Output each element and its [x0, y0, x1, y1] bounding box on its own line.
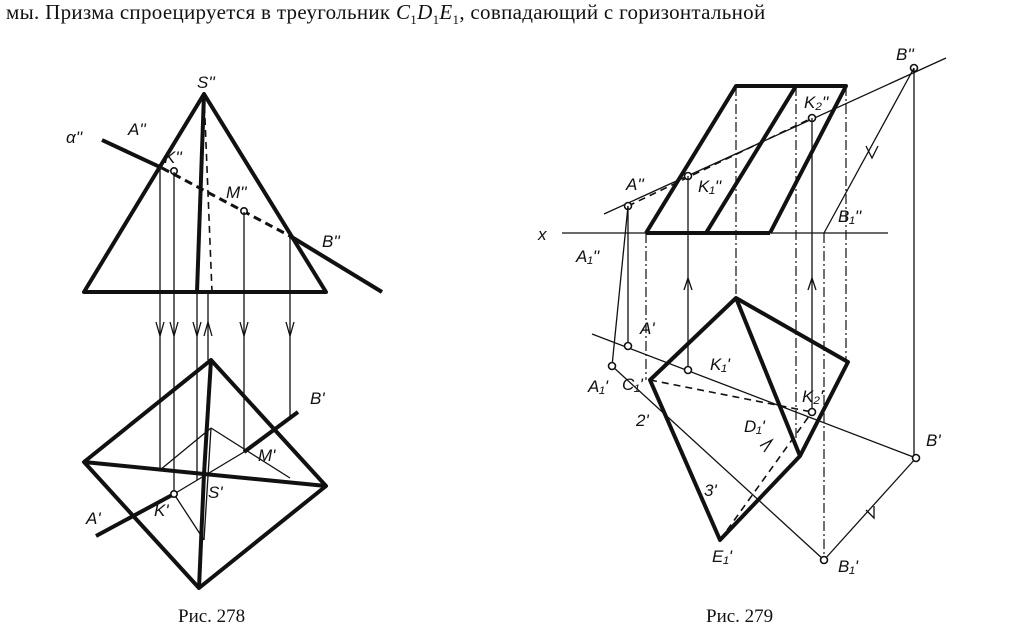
label-s2: S'': [197, 73, 215, 92]
label-a1: A': [640, 319, 655, 338]
math-d1: $D_1$: [417, 0, 440, 28]
label-k1: K': [154, 501, 169, 520]
alpha-trace-left: [102, 140, 162, 168]
label-2: 2': [636, 411, 649, 430]
point-b1: [913, 455, 920, 462]
front-edge-sv: [197, 94, 204, 292]
line-ab-top: [592, 334, 916, 458]
label-b12: B₁'': [838, 207, 862, 226]
label-k12: K₁'': [698, 177, 722, 196]
label-b2: B'': [896, 45, 914, 64]
point-k21: [809, 409, 816, 416]
figure-279: [537, 45, 946, 627]
label-a11: A₁': [588, 377, 608, 396]
label-alpha: α'': [66, 128, 83, 147]
point-a11: [609, 363, 616, 370]
label-b1: B': [310, 389, 325, 408]
label-b1: B': [926, 431, 941, 450]
label-s1: S': [208, 483, 223, 502]
label-d11: D₁': [744, 417, 765, 436]
point-b11: [821, 557, 828, 564]
label-b11: B₁': [838, 557, 858, 576]
edge-s-bottom: [199, 474, 204, 588]
caption-279: Рис. 279: [706, 606, 774, 627]
edge-s-top: [204, 360, 211, 474]
label-a2: A'': [626, 175, 644, 194]
math-e1: $E_1$: [439, 0, 460, 28]
label-3: 3': [704, 481, 717, 500]
label-x: x: [538, 225, 547, 244]
label-m1: M': [258, 446, 276, 465]
caption-278: Рис. 278: [178, 606, 246, 627]
point-k11: [685, 367, 692, 374]
point-a1: [625, 343, 632, 350]
point-k1: [171, 491, 177, 497]
text-before: мы. Призма спроецируется в треугольник: [6, 0, 396, 24]
figure-278: [66, 73, 382, 627]
text-after: , совпадающий с горизонтальной: [459, 0, 766, 24]
label-a2: A'': [128, 120, 146, 139]
label-e11: E₁': [712, 547, 732, 566]
edge-s-left: [84, 462, 204, 474]
label-a12: A₁'': [576, 247, 600, 266]
label-a1: A': [86, 509, 101, 528]
label-k11: K₁': [710, 355, 730, 374]
label-c11: C₁': [622, 375, 643, 394]
label-m2: M'': [226, 183, 247, 202]
label-k2: K'': [164, 148, 182, 167]
math-c1: $C_1$: [395, 0, 418, 28]
label-b2: B'': [322, 232, 340, 251]
label-k21: K₂': [802, 387, 824, 406]
label-k22: K₂'': [804, 93, 829, 112]
